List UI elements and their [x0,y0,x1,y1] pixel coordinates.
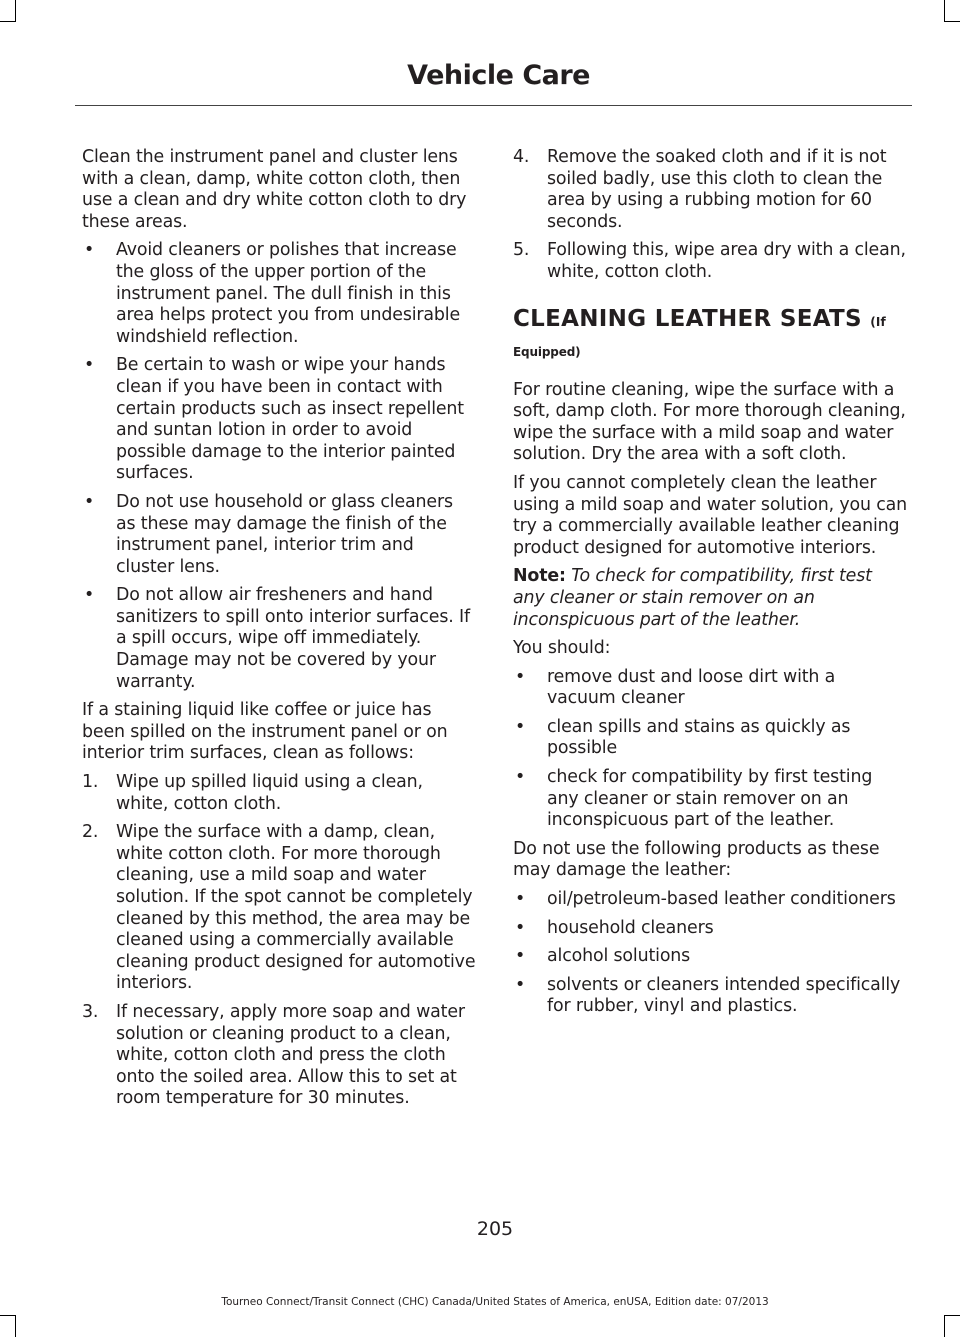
bullet-text: Do not allow air fresheners and hand sanitizers to spill onto interior surfaces. If a spill occurs, wipe off immediately. Damage may not be covered by your warranty. [116,585,470,692]
list-item [82,240,477,348]
list-item [82,492,477,578]
crop-mark-bottom-left-h [0,1315,16,1316]
bullet-text: household cleaners [547,917,714,938]
list-item [82,585,477,693]
bullet-text: remove dust and loose dirt with a vacuum cleaner [547,666,836,709]
crop-mark-top-left-v [15,0,16,22]
section-qualifier-continued: Equipped) [513,344,581,359]
routine-cleaning-paragraph: For routine cleaning, wipe the surface with a soft, damp cloth. For more thorough cleaning, wipe the surface with a mild soap and water solution. Dry the area with a soft cloth. [513,379,906,465]
crop-mark-bottom-left-v [15,1315,16,1337]
section-qualifier: (If [870,314,886,329]
bullet-mark: • [515,917,526,938]
step-number: 3. [82,1001,99,1022]
list-item [513,889,908,911]
bullet-text: alcohol solutions [547,946,691,967]
bullet-text: solvents or cleaners intended specifically for rubber, vinyl and plastics. [547,974,901,1017]
list-item [513,946,908,968]
numbered-step [82,772,477,815]
leather-cleaner-paragraph: If you cannot completely clean the leather using a mild soap and water solution, you can try a commercially available leather cleaning product designed for automotive interiors. [513,472,907,558]
list-item [513,717,908,760]
list-item [513,767,908,832]
bullet-mark: • [84,585,95,606]
bullet-mark: • [84,491,95,512]
header-divider [75,105,912,106]
bullet-mark: • [515,767,526,788]
step-text: Remove the soaked cloth and if it is not soiled badly, use this cloth to clean the area by using a rubbing motion for 60 seconds. [547,147,887,232]
list-item [513,918,908,940]
step-number: 5. [513,240,530,261]
bullet-text: Avoid cleaners or polishes that increase the gloss of the upper portion of the instrument panel. The dull finish in this area helps protect you from undesirable windshield reflection. [116,240,461,347]
numbered-step [82,822,477,995]
bullet-text: Be certain to wash or wipe your hands clean if you have been in contact with certain products such as insect repellent and suntan lotion in order to avoid possible damage to the interior painted surfaces. [116,355,464,484]
section-title: CLEANING LEATHER SEATS [513,305,862,332]
bullet-mark: • [515,666,526,687]
bullet-text: Do not use household or glass cleaners as these may damage the finish of the instrument panel, interior trim and cluster lens. [116,491,453,577]
staining-intro: If a staining liquid like coffee or juice has been spilled on the instrument panel or on interior trim surfaces, clean as follows: [82,700,448,764]
list-item [82,355,477,485]
bullet-mark: • [515,946,526,967]
step-number: 2. [82,822,99,843]
do-not-use-paragraph: Do not use the following products as these may damage the leather: [513,838,880,881]
right-column [513,147,908,1025]
step-number: 1. [82,772,99,793]
bullet-mark: • [515,889,526,910]
step-text: Wipe up spilled liquid using a clean, white, cotton cloth. [116,772,423,814]
bullet-text: oil/petroleum-based leather conditioners [547,889,896,910]
note [513,566,908,631]
bullet-mark: • [84,355,95,376]
numbered-step [513,147,908,233]
step-number: 4. [513,147,530,167]
bullet-mark: • [515,716,526,737]
crop-mark-top-right-v [944,0,945,22]
crop-mark-bottom-right-v [944,1315,945,1337]
you-should-label: You should: [513,638,611,659]
note-text: To check for compatibility, first test any cleaner or stain remover on an inconspicuous part of the leather. [513,566,872,630]
crop-mark-top-left-h [0,21,16,22]
bullet-mark: • [515,974,526,995]
step-text: Following this, wipe area dry with a clean, white, cotton cloth. [547,240,906,282]
list-item [513,975,908,1018]
bullet-mark: • [84,240,95,261]
numbered-step [82,1002,477,1110]
section-heading [513,305,908,336]
page-header-title: Vehicle Care [407,60,590,91]
intro-paragraph: Clean the instrument panel and cluster lens with a clean, damp, white cotton cloth, then use a clean and dry white cotton cloth to dry these areas. [82,147,467,232]
crop-mark-top-right-h [944,21,960,22]
step-text: If necessary, apply more soap and water solution or cleaning product to a clean, white, cotton cloth and press the cloth onto the soiled area. Allow this to set at room temperature for 30 minutes. [116,1001,465,1109]
crop-mark-bottom-right-h [944,1315,960,1316]
page-number: 205 [476,1218,514,1240]
step-text: Wipe the surface with a damp, clean, white cotton cloth. For more thorough cleaning, use a mild soap and water solution. If the spot cannot be completely cleaned by this method, the area may be cleaned using a commercially available cleaning product designed for automotive interiors. [116,822,476,994]
bullet-text: check for compatibility by first testing any cleaner or stain remover on an inconspicuous part of the leather. [547,767,873,831]
numbered-step [513,240,908,283]
page-footer: Tourneo Connect/Transit Connect (CHC) Canada/United States of America, enUSA, Edition date: 07/2013 [221,1296,769,1308]
bullet-text: clean spills and stains as quickly as possible [547,716,851,759]
left-column [82,147,477,1117]
note-label: Note: [513,566,566,587]
list-item [513,667,908,710]
